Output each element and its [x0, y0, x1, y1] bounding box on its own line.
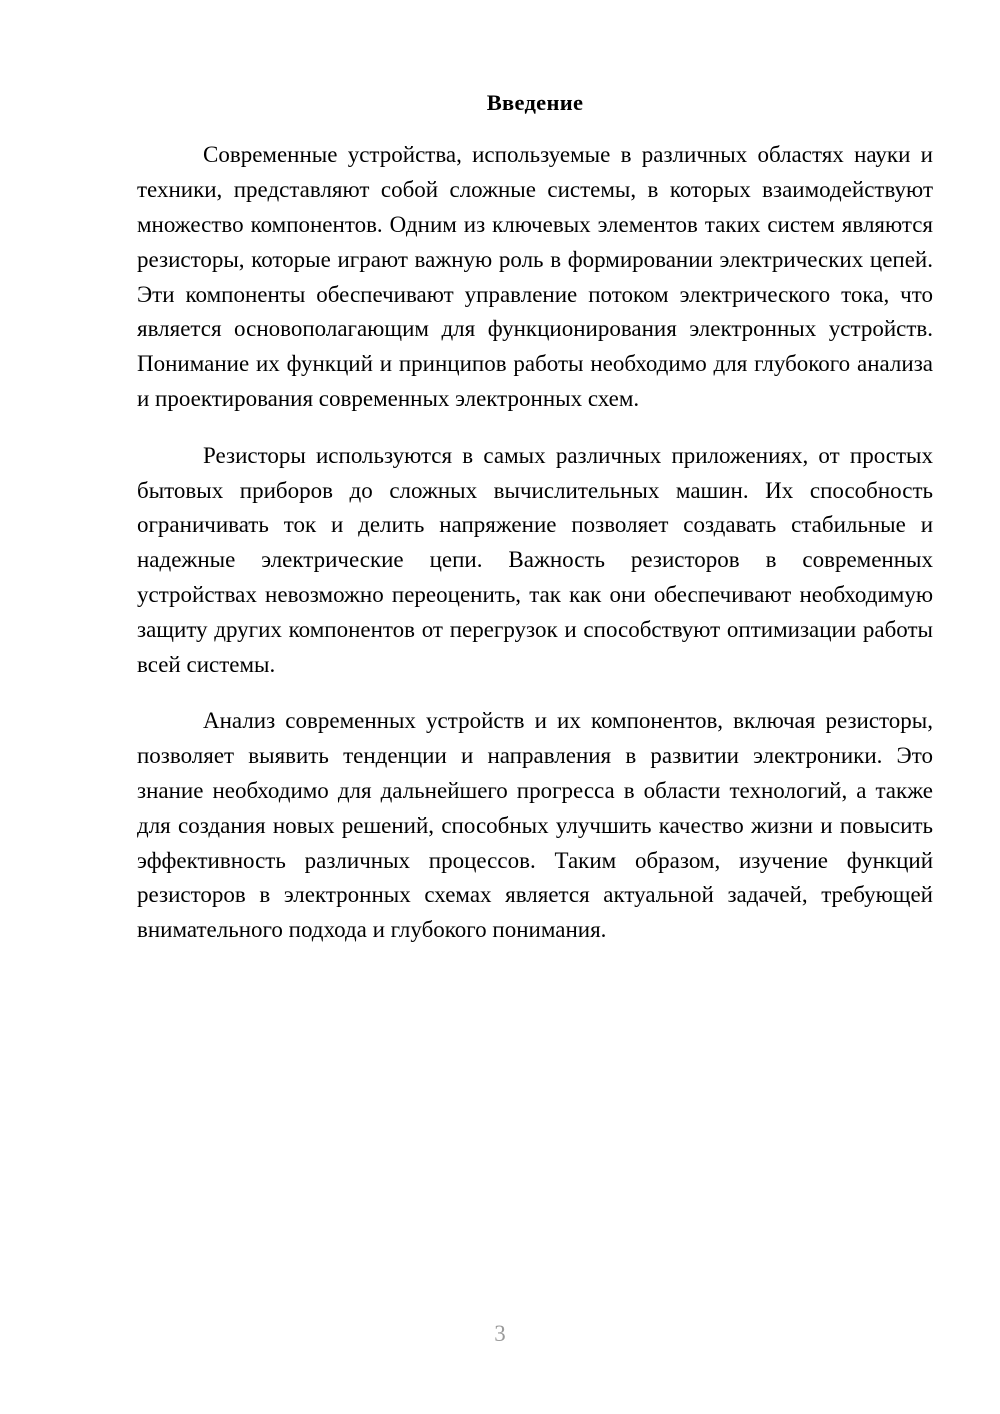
paragraph-1: Современные устройства, используемые в различных областях науки и техники, представляют собой сложные системы, в которых взаимодействуют множество компонентов. Одним из ключевых элементов таких систем являются резисторы, которые играют важную роль в формировании электрических цепей. Эти компоненты обеспечивают управление потоком электрического тока, что является основополагающим для функционирования электронных устройств. Понимание их функций и принципов работы необходимо для глубокого анализа и проектирования современных электронных схем. — [137, 142, 933, 411]
paragraph-2: Резисторы используются в самых различных приложениях, от простых бытовых приборов до сложных вычислительных машин. Их способность ограничивать ток и делить напряжение позволяет создавать стабильные и надежные электрические цепи. Важность резисторов в современных устройствах невозможно переоценить, так как они обеспечивают необходимую защиту других компонентов от перегрузок и способствуют оптимизации работы всей системы. — [137, 442, 933, 677]
page-title: Введение — [486, 90, 584, 115]
paragraph-3: Анализ современных устройств и их компонентов, включая резисторы, позволяет выявить тенденции и направления в развитии электроники. Это знание необходимо для дальнейшего прогресса в области технологий, а также для создания новых решений, способных улучшить качество жизни и повысить эффективность различных процессов. Таким образом, изучение функций резисторов в электронных схемах является актуальной задачей, требующей внимательного подхода и глубокого понимания. — [137, 708, 933, 943]
page-number: 3 — [494, 1321, 506, 1346]
document-body — [137, 88, 933, 948]
